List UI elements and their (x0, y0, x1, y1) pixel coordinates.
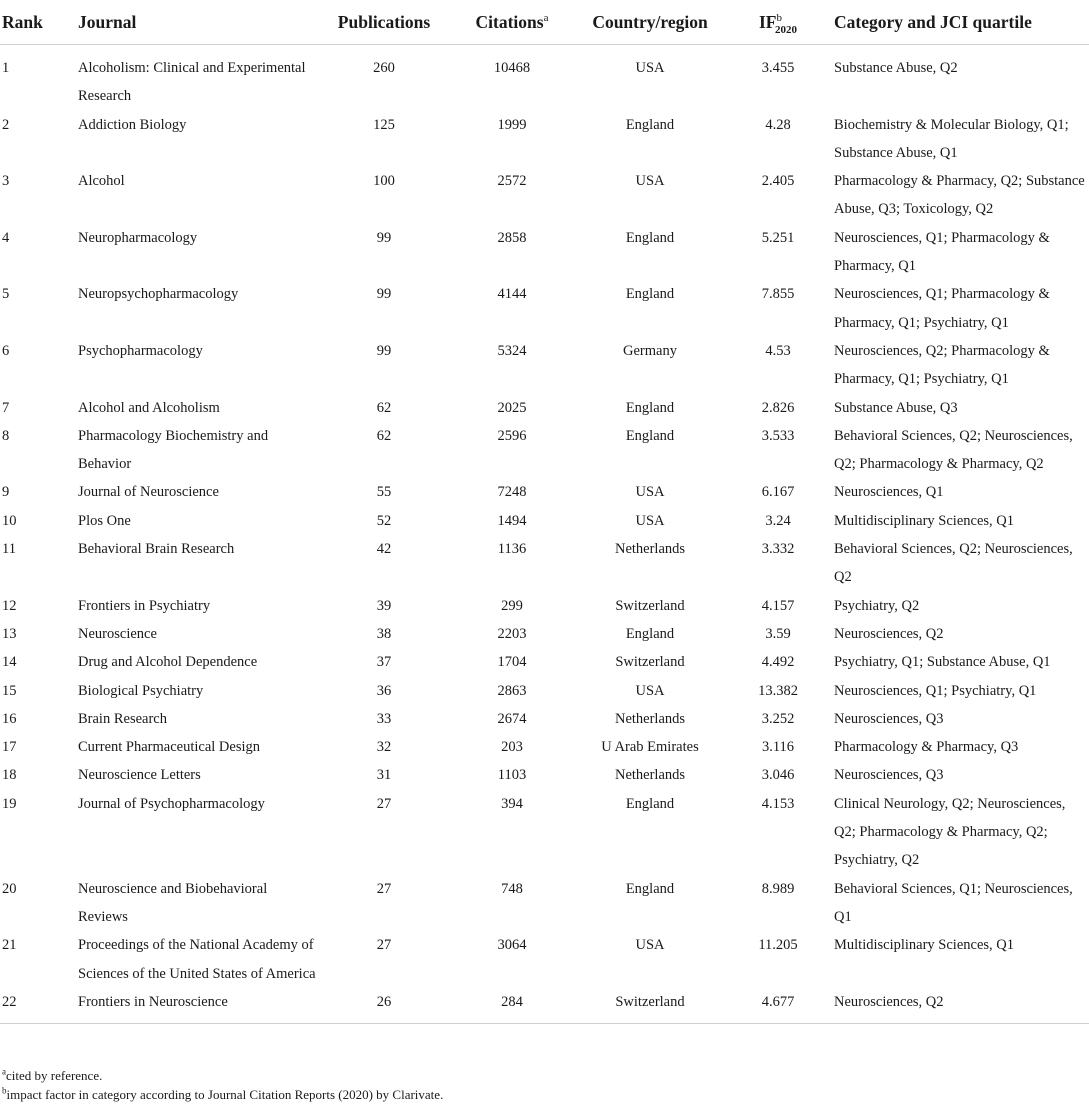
table-row (0, 648, 1089, 676)
cell-country: England (625, 795, 675, 812)
cell-rank: 11 (2, 541, 16, 558)
cell-category: Pharmacology & Pharmacy, Q3 (834, 739, 1019, 756)
footnote-text: cited by reference. (6, 1068, 103, 1083)
cell-citations: 1494 (497, 512, 527, 529)
cell-citations: 748 (501, 880, 523, 897)
cell-journal: Drug and Alcohol Dependence (78, 654, 258, 671)
cell-journal: Neuroscience and Biobehavioral Reviews (78, 880, 268, 925)
cell-impact-factor: 3.455 (761, 60, 795, 76)
cell-category: Neurosciences, Q1; Pharmacology & Pharmacy, Q1; Psychiatry, Q1 (834, 286, 1050, 331)
cell-rank: 8 (2, 427, 10, 444)
cell-citations: 1704 (497, 654, 527, 671)
cell-publications: 39 (376, 597, 392, 614)
header-category: Category and JCI quartile (832, 0, 1089, 45)
cell-impact-factor: 3.046 (761, 767, 795, 784)
header-publications: Publications (320, 0, 448, 45)
cell-publications: 55 (376, 484, 392, 501)
cell-journal: Plos One (78, 512, 131, 529)
cell-publications: 27 (376, 880, 392, 897)
cell-country: USA (635, 173, 665, 190)
cell-publications: 33 (376, 710, 392, 727)
cell-category: Neurosciences, Q3 (834, 767, 944, 784)
cell-journal: Psychopharmacology (78, 342, 203, 359)
cell-rank: 1 (2, 60, 10, 76)
cell-impact-factor: 3.116 (761, 739, 795, 756)
cell-journal: Neuropharmacology (78, 229, 198, 246)
cell-citations: 2025 (497, 399, 527, 416)
cell-journal: Journal of Psychopharmacology (78, 795, 265, 812)
cell-country: Switzerland (615, 993, 685, 1010)
cell-country: Switzerland (615, 597, 685, 614)
cell-publications: 62 (376, 427, 392, 444)
cell-publications: 99 (376, 286, 392, 303)
cell-publications: 52 (376, 512, 392, 529)
cell-rank: 19 (2, 795, 17, 812)
cell-country: England (625, 116, 675, 133)
cell-impact-factor: 4.53 (765, 342, 791, 359)
cell-category: Behavioral Sciences, Q2; Neurosciences, Q2; Pharmacology & Pharmacy, Q2 (834, 427, 1073, 473)
table-row (0, 478, 1089, 506)
cell-citations: 2203 (497, 625, 527, 642)
footnote-mark: b (2, 1085, 7, 1096)
cell-country: USA (635, 937, 665, 954)
cell-category: Neurosciences, Q2 (834, 993, 944, 1010)
cell-country: Netherlands (614, 767, 686, 784)
cell-category: Biochemistry & Molecular Biology, Q1; Substance Abuse, Q1 (834, 116, 1069, 161)
cell-rank: 20 (2, 880, 17, 897)
cell-publications: 27 (376, 795, 392, 812)
cell-citations: 203 (501, 739, 523, 756)
cell-citations: 4144 (497, 286, 527, 303)
table-row (0, 761, 1089, 789)
cell-impact-factor: 5.251 (761, 229, 795, 246)
cell-rank: 7 (2, 399, 10, 416)
cell-country: USA (635, 60, 665, 76)
cell-citations: 2596 (497, 427, 527, 444)
table-row (0, 167, 1089, 224)
header-row (0, 0, 1089, 45)
header-rank: Rank (0, 0, 78, 45)
cell-rank: 12 (2, 597, 17, 614)
cell-category: Behavioral Sciences, Q2; Neurosciences, Q2 (834, 541, 1073, 586)
table-row (0, 931, 1089, 988)
cell-country: USA (635, 484, 665, 501)
footnote-mark: a (2, 1066, 6, 1077)
cell-journal: Frontiers in Psychiatry (78, 597, 211, 614)
table-row (0, 988, 1089, 1024)
cell-rank: 6 (2, 342, 10, 359)
cell-publications: 260 (373, 60, 395, 76)
cell-rank: 9 (2, 484, 10, 501)
cell-country: Switzerland (615, 654, 685, 671)
cell-publications: 125 (373, 116, 395, 133)
cell-citations: 2863 (497, 682, 527, 699)
table-row (0, 45, 1089, 111)
cell-citations: 394 (501, 795, 523, 812)
cell-citations: 10468 (493, 60, 531, 76)
table-header (0, 0, 1089, 45)
cell-citations: 3064 (497, 937, 527, 954)
cell-journal: Alcohol (78, 173, 125, 190)
cell-impact-factor: 3.24 (765, 512, 791, 529)
cell-publications: 31 (376, 767, 392, 784)
header-citations-mark: a (543, 12, 549, 25)
cell-impact-factor: 4.492 (761, 654, 795, 671)
header-citations (448, 0, 576, 45)
cell-impact-factor: 4.677 (761, 993, 795, 1010)
footnote-a (2, 1066, 443, 1085)
cell-rank: 5 (2, 286, 10, 303)
table-row (0, 705, 1089, 733)
cell-impact-factor: 3.332 (761, 541, 795, 558)
cell-impact-factor: 13.382 (758, 682, 798, 699)
cell-citations: 2858 (497, 229, 527, 246)
table-row (0, 394, 1089, 422)
cell-country: England (625, 399, 675, 416)
cell-impact-factor: 11.205 (758, 937, 798, 954)
cell-journal: Neuroscience (78, 625, 157, 642)
header-if (724, 0, 832, 45)
cell-category: Neurosciences, Q2; Pharmacology & Pharmacy, Q1; Psychiatry, Q1 (834, 342, 1050, 388)
table-row (0, 875, 1089, 932)
cell-citations: 5324 (497, 342, 527, 359)
cell-country: USA (635, 512, 665, 529)
table-body (0, 45, 1089, 1024)
cell-publications: 32 (376, 739, 392, 756)
cell-publications: 36 (376, 682, 392, 699)
footnotes (2, 1066, 443, 1104)
cell-impact-factor: 3.59 (765, 625, 791, 642)
cell-rank: 3 (2, 173, 10, 190)
cell-journal: Current Pharmaceutical Design (78, 739, 260, 756)
table-row (0, 677, 1089, 705)
cell-rank: 13 (2, 625, 17, 642)
cell-country: England (625, 229, 675, 246)
cell-rank: 21 (2, 937, 17, 954)
table-row (0, 535, 1089, 592)
table-row (0, 592, 1089, 620)
cell-country: Netherlands (614, 710, 686, 727)
cell-impact-factor: 3.252 (761, 710, 795, 727)
cell-rank: 18 (2, 767, 17, 784)
cell-category: Neurosciences, Q3 (834, 710, 944, 727)
cell-rank: 16 (2, 710, 17, 727)
cell-impact-factor: 4.157 (761, 597, 795, 614)
table-row (0, 620, 1089, 648)
cell-publications: 42 (376, 541, 392, 558)
cell-journal: Journal of Neuroscience (78, 484, 219, 501)
cell-publications: 99 (376, 342, 392, 359)
cell-journal: Proceedings of the National Academy of Sciences of the United States of America (78, 937, 316, 982)
cell-citations: 299 (501, 597, 523, 614)
cell-citations: 1103 (497, 767, 527, 784)
cell-journal: Behavioral Brain Research (78, 541, 235, 558)
footnote-text: impact factor in category according to Journal Citation Reports (2020) by Clarivate. (6, 1087, 444, 1102)
header-journal: Journal (78, 0, 320, 45)
cell-category: Neurosciences, Q1 (834, 484, 944, 501)
cell-citations: 284 (501, 993, 523, 1010)
footnote-b (2, 1085, 443, 1104)
cell-journal: Addiction Biology (78, 116, 187, 133)
cell-category: Substance Abuse, Q3 (834, 399, 958, 416)
cell-category: Neurosciences, Q2 (834, 625, 944, 642)
cell-journal: Pharmacology Biochemistry and Behavior (78, 427, 269, 473)
cell-country: USA (635, 682, 665, 699)
cell-impact-factor: 2.826 (761, 399, 795, 416)
cell-publications: 27 (376, 937, 392, 954)
cell-category: Pharmacology & Pharmacy, Q2; Substance Abuse, Q3; Toxicology, Q2 (834, 173, 1085, 218)
cell-rank: 4 (2, 229, 10, 246)
table-row (0, 733, 1089, 761)
cell-impact-factor: 4.153 (761, 795, 795, 812)
cell-journal: Alcoholism: Clinical and Experimental Research (78, 60, 306, 105)
cell-citations: 2674 (497, 710, 527, 727)
cell-citations: 1136 (497, 541, 527, 558)
cell-journal: Neuroscience Letters (78, 767, 201, 784)
cell-rank: 17 (2, 739, 17, 756)
cell-category: Behavioral Sciences, Q1; Neurosciences, Q1 (834, 880, 1073, 925)
cell-category: Substance Abuse, Q2 (834, 60, 958, 76)
cell-impact-factor: 2.405 (761, 173, 795, 190)
cell-impact-factor: 8.989 (761, 880, 795, 897)
table-row (0, 280, 1089, 337)
cell-journal: Neuropsychopharmacology (78, 286, 239, 303)
cell-journal: Frontiers in Neuroscience (78, 993, 228, 1010)
cell-publications: 99 (376, 229, 392, 246)
cell-impact-factor: 7.855 (761, 286, 795, 303)
table-row (0, 790, 1089, 875)
cell-citations: 2572 (497, 173, 527, 190)
cell-category: Clinical Neurology, Q2; Neurosciences, Q2; Pharmacology & Pharmacy, Q2; Psychiatry, Q2 (834, 795, 1066, 869)
cell-rank: 10 (2, 512, 17, 529)
cell-category: Multidisciplinary Sciences, Q1 (834, 512, 1015, 529)
cell-publications: 38 (376, 625, 392, 642)
header-if-mark: b (776, 12, 782, 25)
cell-rank: 14 (2, 654, 17, 671)
cell-citations: 7248 (497, 484, 527, 501)
cell-rank: 22 (2, 993, 17, 1010)
table-row (0, 422, 1089, 479)
header-citations-label: Citations (475, 12, 544, 32)
cell-country: Germany (623, 342, 677, 359)
table-row (0, 507, 1089, 535)
cell-publications: 100 (373, 173, 395, 190)
table-row (0, 337, 1089, 394)
cell-journal: Brain Research (78, 710, 167, 727)
table-row (0, 224, 1089, 281)
cell-category: Neurosciences, Q1; Psychiatry, Q1 (834, 682, 1037, 699)
cell-country: England (625, 286, 675, 303)
cell-rank: 2 (2, 116, 10, 133)
cell-country: England (625, 427, 675, 444)
cell-publications: 37 (376, 654, 392, 671)
cell-rank: 15 (2, 682, 17, 699)
cell-citations: 1999 (497, 116, 527, 133)
header-if-year: 2020 (775, 23, 797, 36)
cell-journal: Alcohol and Alcoholism (78, 399, 220, 416)
cell-impact-factor: 4.28 (765, 116, 791, 133)
cell-country: Netherlands (614, 541, 686, 558)
header-country: Country/region (576, 0, 724, 45)
cell-category: Multidisciplinary Sciences, Q1 (834, 937, 1015, 954)
cell-journal: Biological Psychiatry (78, 682, 204, 699)
cell-category: Neurosciences, Q1; Pharmacology & Pharmacy, Q1 (834, 229, 1050, 275)
cell-category: Psychiatry, Q2 (834, 597, 920, 614)
header-if-label: IF (759, 12, 777, 32)
cell-category: Psychiatry, Q1; Substance Abuse, Q1 (834, 654, 1051, 671)
table-row (0, 111, 1089, 168)
cell-publications: 62 (376, 399, 392, 416)
cell-country: England (625, 880, 675, 897)
cell-impact-factor: 6.167 (761, 484, 795, 501)
cell-impact-factor: 3.533 (761, 427, 795, 444)
cell-country: England (625, 625, 675, 642)
cell-country: U Arab Emirates (601, 739, 699, 756)
cell-publications: 26 (376, 993, 392, 1010)
